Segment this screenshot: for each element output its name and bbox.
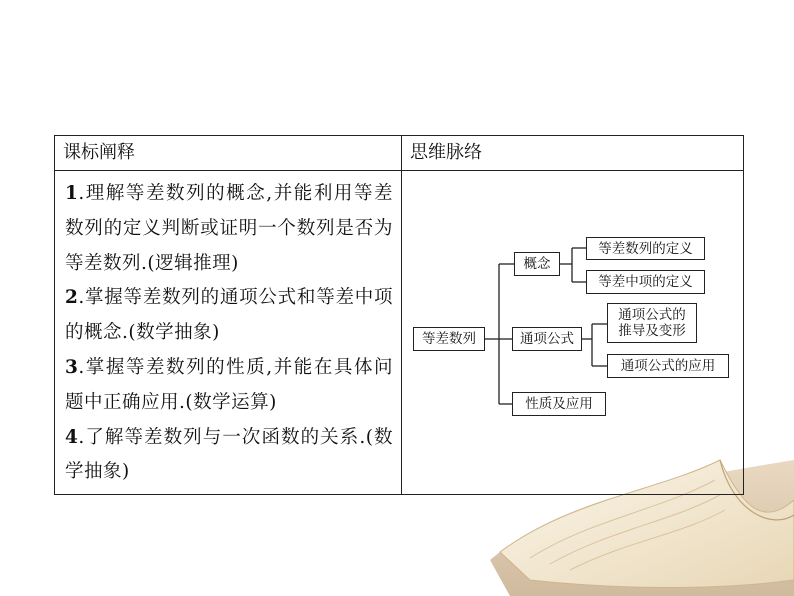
mindmap-general-formula: 通项公式 [512, 327, 582, 351]
mindmap-properties: 性质及应用 [512, 392, 606, 416]
mindmap-formula-derivation: 通项公式的推导及变形 [607, 303, 697, 343]
objectives-cell [55, 171, 402, 495]
mindmap-formula-application: 通项公式的应用 [607, 354, 729, 378]
header-mind-map: 思维脉络 [402, 136, 744, 171]
objective-item: 2.掌握等差数列的通项公式和等差中项的概念.(数学抽象) [65, 287, 393, 344]
content-table [54, 135, 744, 495]
objective-item: 3.掌握等差数列的性质,并能在具体问题中正确应用.(数学运算) [65, 356, 393, 413]
objective-item: 4.了解等差数列与一次函数的关系.(数学抽象) [65, 426, 393, 483]
header-course-explanation: 课标阐释 [55, 136, 402, 171]
mindmap-concept-middle-term: 等差中项的定义 [586, 270, 705, 294]
mindmap-root: 等差数列 [413, 327, 485, 351]
objective-item: 1.理解等差数列的概念,并能利用等差数列的定义判断或证明一个数列是否为等差数列.(逻辑推理) [65, 183, 393, 274]
objectives-list [55, 171, 401, 494]
mindmap-cell [402, 171, 744, 495]
mindmap-concept-definition: 等差数列的定义 [586, 237, 705, 260]
mindmap-concept: 概念 [514, 252, 560, 276]
